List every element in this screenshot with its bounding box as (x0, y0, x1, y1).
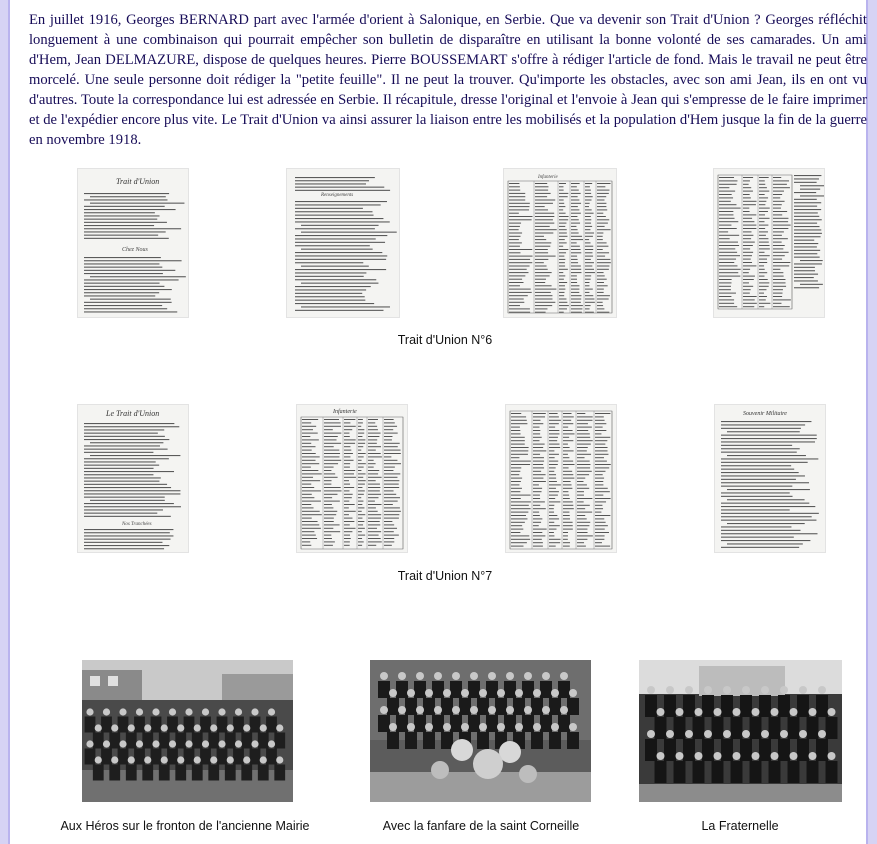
issue7-page2-thumbnail[interactable] (296, 404, 408, 553)
issue7-page1-subtitle: Nos Tranchées (122, 522, 152, 527)
photo-la-fraternelle[interactable] (639, 660, 842, 802)
issue6-page1-thumbnail[interactable] (77, 168, 189, 318)
photo-heros-mairie-caption: Aux Héros sur le fronton de l'ancienne Mairie (60, 819, 310, 833)
photo-fanfare-saint-corneille[interactable] (370, 660, 591, 802)
issue7-page4-title: Souvenir Militaire (743, 411, 787, 417)
issue6-page1-subtitle: Chez Nous (122, 247, 148, 253)
issue7-page2-title: Infanterie (333, 409, 357, 415)
photo-heros-mairie[interactable] (82, 660, 293, 802)
issue7-page4-thumbnail[interactable] (714, 404, 826, 553)
issue6-page1-title: Trait d'Union (116, 177, 160, 186)
issue7-page3-thumbnail[interactable] (505, 404, 617, 553)
issue6-caption: Trait d'Union N°6 (397, 333, 493, 347)
issue7-page1-title: Le Trait d'Union (106, 409, 160, 418)
issue6-page2-thumbnail[interactable] (286, 168, 400, 318)
intro-paragraph: En juillet 1916, Georges BERNARD part avec l'armée d'orient à Salonique, en Serbie. Que va devenir son Trait d'Union ? Georges réfléchit longuement à une combinaison qui pourrait empêcher son bulletin de disparaître en utilisant la bonne volonté de ses camarades. Un ami d'Hem, Jean DELMAZURE, dispose de quelques heures. Pierre BOUSSEMART s'offre à rédiger l'article de fond. Mais le travail ne peut être morcelé. Une seule personne doit rédiger la "petite feuille". Il ne peut la trouver. Qu'importe les obstacles, avec son ami Jean, ils en ont vu d'autres. Toute la correspondance lui est adressée en Serbie. Il récapitule, dresse l'original et l'envoie à Jean qui s'empresse de le faire imprimer et de l'expédier encore plus vite. Le Trait d'Union va ainsi assurer la liaison entre les mobilisés et la population d'Hem jusque la fin de la guerre en novembre 1918. (29, 12, 867, 148)
page-content (8, 0, 868, 844)
issue7-page1-thumbnail[interactable] (77, 404, 189, 553)
issue7-caption: Trait d'Union N°7 (397, 569, 493, 583)
issue6-page4-thumbnail[interactable] (713, 168, 825, 318)
photo-fanfare-caption: Avec la fanfare de la saint Corneille (382, 819, 580, 833)
photo-fraternelle-caption: La Fraternelle (701, 819, 779, 833)
issue6-page2-title: Renseignements (321, 193, 354, 198)
issue6-page3-thumbnail[interactable] (503, 168, 617, 318)
issue6-page3-title: Infanterie (538, 175, 558, 180)
